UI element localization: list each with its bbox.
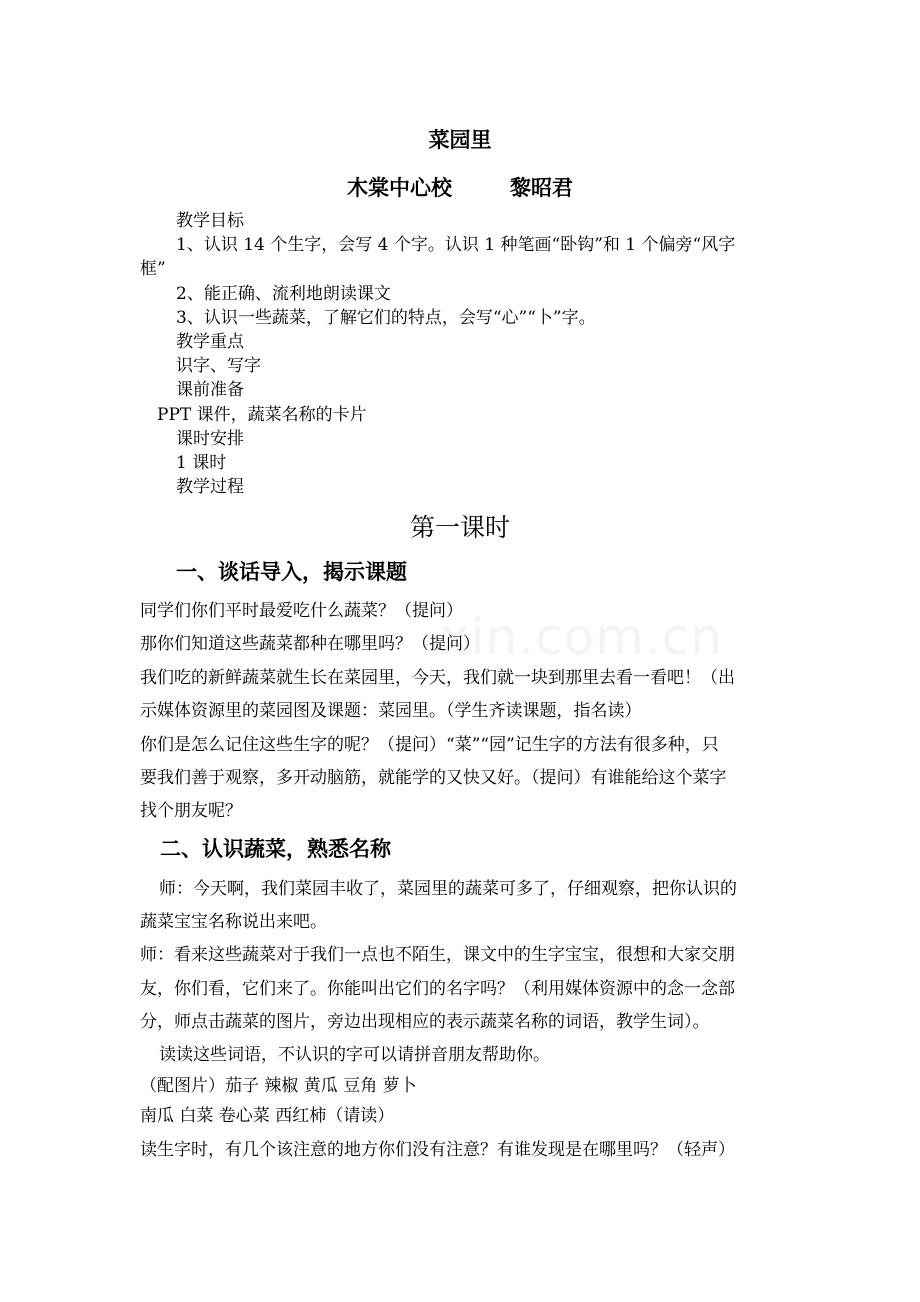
outline-line: 2、能正确、流利地朗读课文 <box>176 284 391 304</box>
outline-line: PPT 课件，蔬菜名称的卡片 <box>157 405 367 425</box>
outline-line: 教学目标 <box>176 211 244 231</box>
body-line: 读读这些词语，不认识的字可以请拼音朋友帮助你。 <box>159 1045 550 1065</box>
outline-line: 课前准备 <box>176 380 244 400</box>
section-heading: 一、谈话导入，揭示课题 <box>176 560 407 584</box>
body-line: 要我们善于观察，多开动脑筋，就能学的又快又好。（提问）有谁能给这个菜字 <box>140 768 727 788</box>
document-title: 菜园里 <box>428 128 492 152</box>
body-line: 示媒体资源里的菜园图及课题：菜园里。（学生齐读课题，指名读） <box>140 701 642 721</box>
outline-line: 1 课时 <box>176 453 227 473</box>
author-line <box>0 172 920 202</box>
outline-line: 1、认识 14 个生字，会写 4 个字。认识 1 种笔画“卧钩”和 1 个偏旁“风字 <box>176 235 736 255</box>
body-line: 南瓜 白菜 卷心菜 西红柿（请读） <box>140 1106 395 1126</box>
body-line: 读生字时，有几个该注意的地方你们没有注意？有谁发现是在哪里吗？（轻声） <box>140 1140 735 1160</box>
outline-line: 识字、写字 <box>176 356 261 376</box>
body-line: 友，你们看，它们来了。你能叫出它们的名字吗？（利用媒体资源中的念一念部 <box>140 979 735 999</box>
outline-line: 课时安排 <box>176 429 244 449</box>
outline-line: 框” <box>140 259 166 279</box>
outline-line: 教学过程 <box>176 477 244 497</box>
body-line: 分，师点击蔬菜的图片，旁边出现相应的表示蔬菜名称的词语，教学生词）。 <box>140 1012 710 1032</box>
body-line: 同学们你们平时最爱吃什么蔬菜？（提问） <box>140 601 463 621</box>
body-line: 你们是怎么记住这些生字的呢？（提问）“菜”“园”记生字的方法有很多种，只 <box>140 735 719 755</box>
body-line: 师：看来这些蔬菜对于我们一点也不陌生，课文中的生字宝宝，很想和大家交朋 <box>140 945 735 965</box>
body-line: 找个朋友呢？ <box>140 801 242 821</box>
body-line: 师：今天啊，我们菜园丰收了，菜园里的蔬菜可多了，仔细观察，把你认识的 <box>159 879 737 899</box>
outline-line: 教学重点 <box>176 332 244 352</box>
watermark: xin.com.cn <box>440 608 723 666</box>
section-heading: 二、认识蔬菜，熟悉名称 <box>160 837 391 861</box>
author-name: 黎昭君 <box>510 176 573 200</box>
outline-line: 3、认识一些蔬菜，了解它们的特点，会写“心”“卜”字。 <box>176 308 596 328</box>
body-line: 我们吃的新鲜蔬菜就生长在菜园里，今天，我们就一块到那里去看一看吧！（出 <box>140 668 735 688</box>
body-line: 蔬菜宝宝名称说出来吧。 <box>140 912 327 932</box>
school-name: 木棠中心校 <box>347 176 452 200</box>
body-line: （配图片）茄子 辣椒 黄瓜 豆角 萝卜 <box>140 1076 417 1096</box>
body-line: 那你们知道这些蔬菜都种在哪里吗？（提问） <box>140 634 480 654</box>
lesson-title: 第一课时 <box>409 513 510 542</box>
